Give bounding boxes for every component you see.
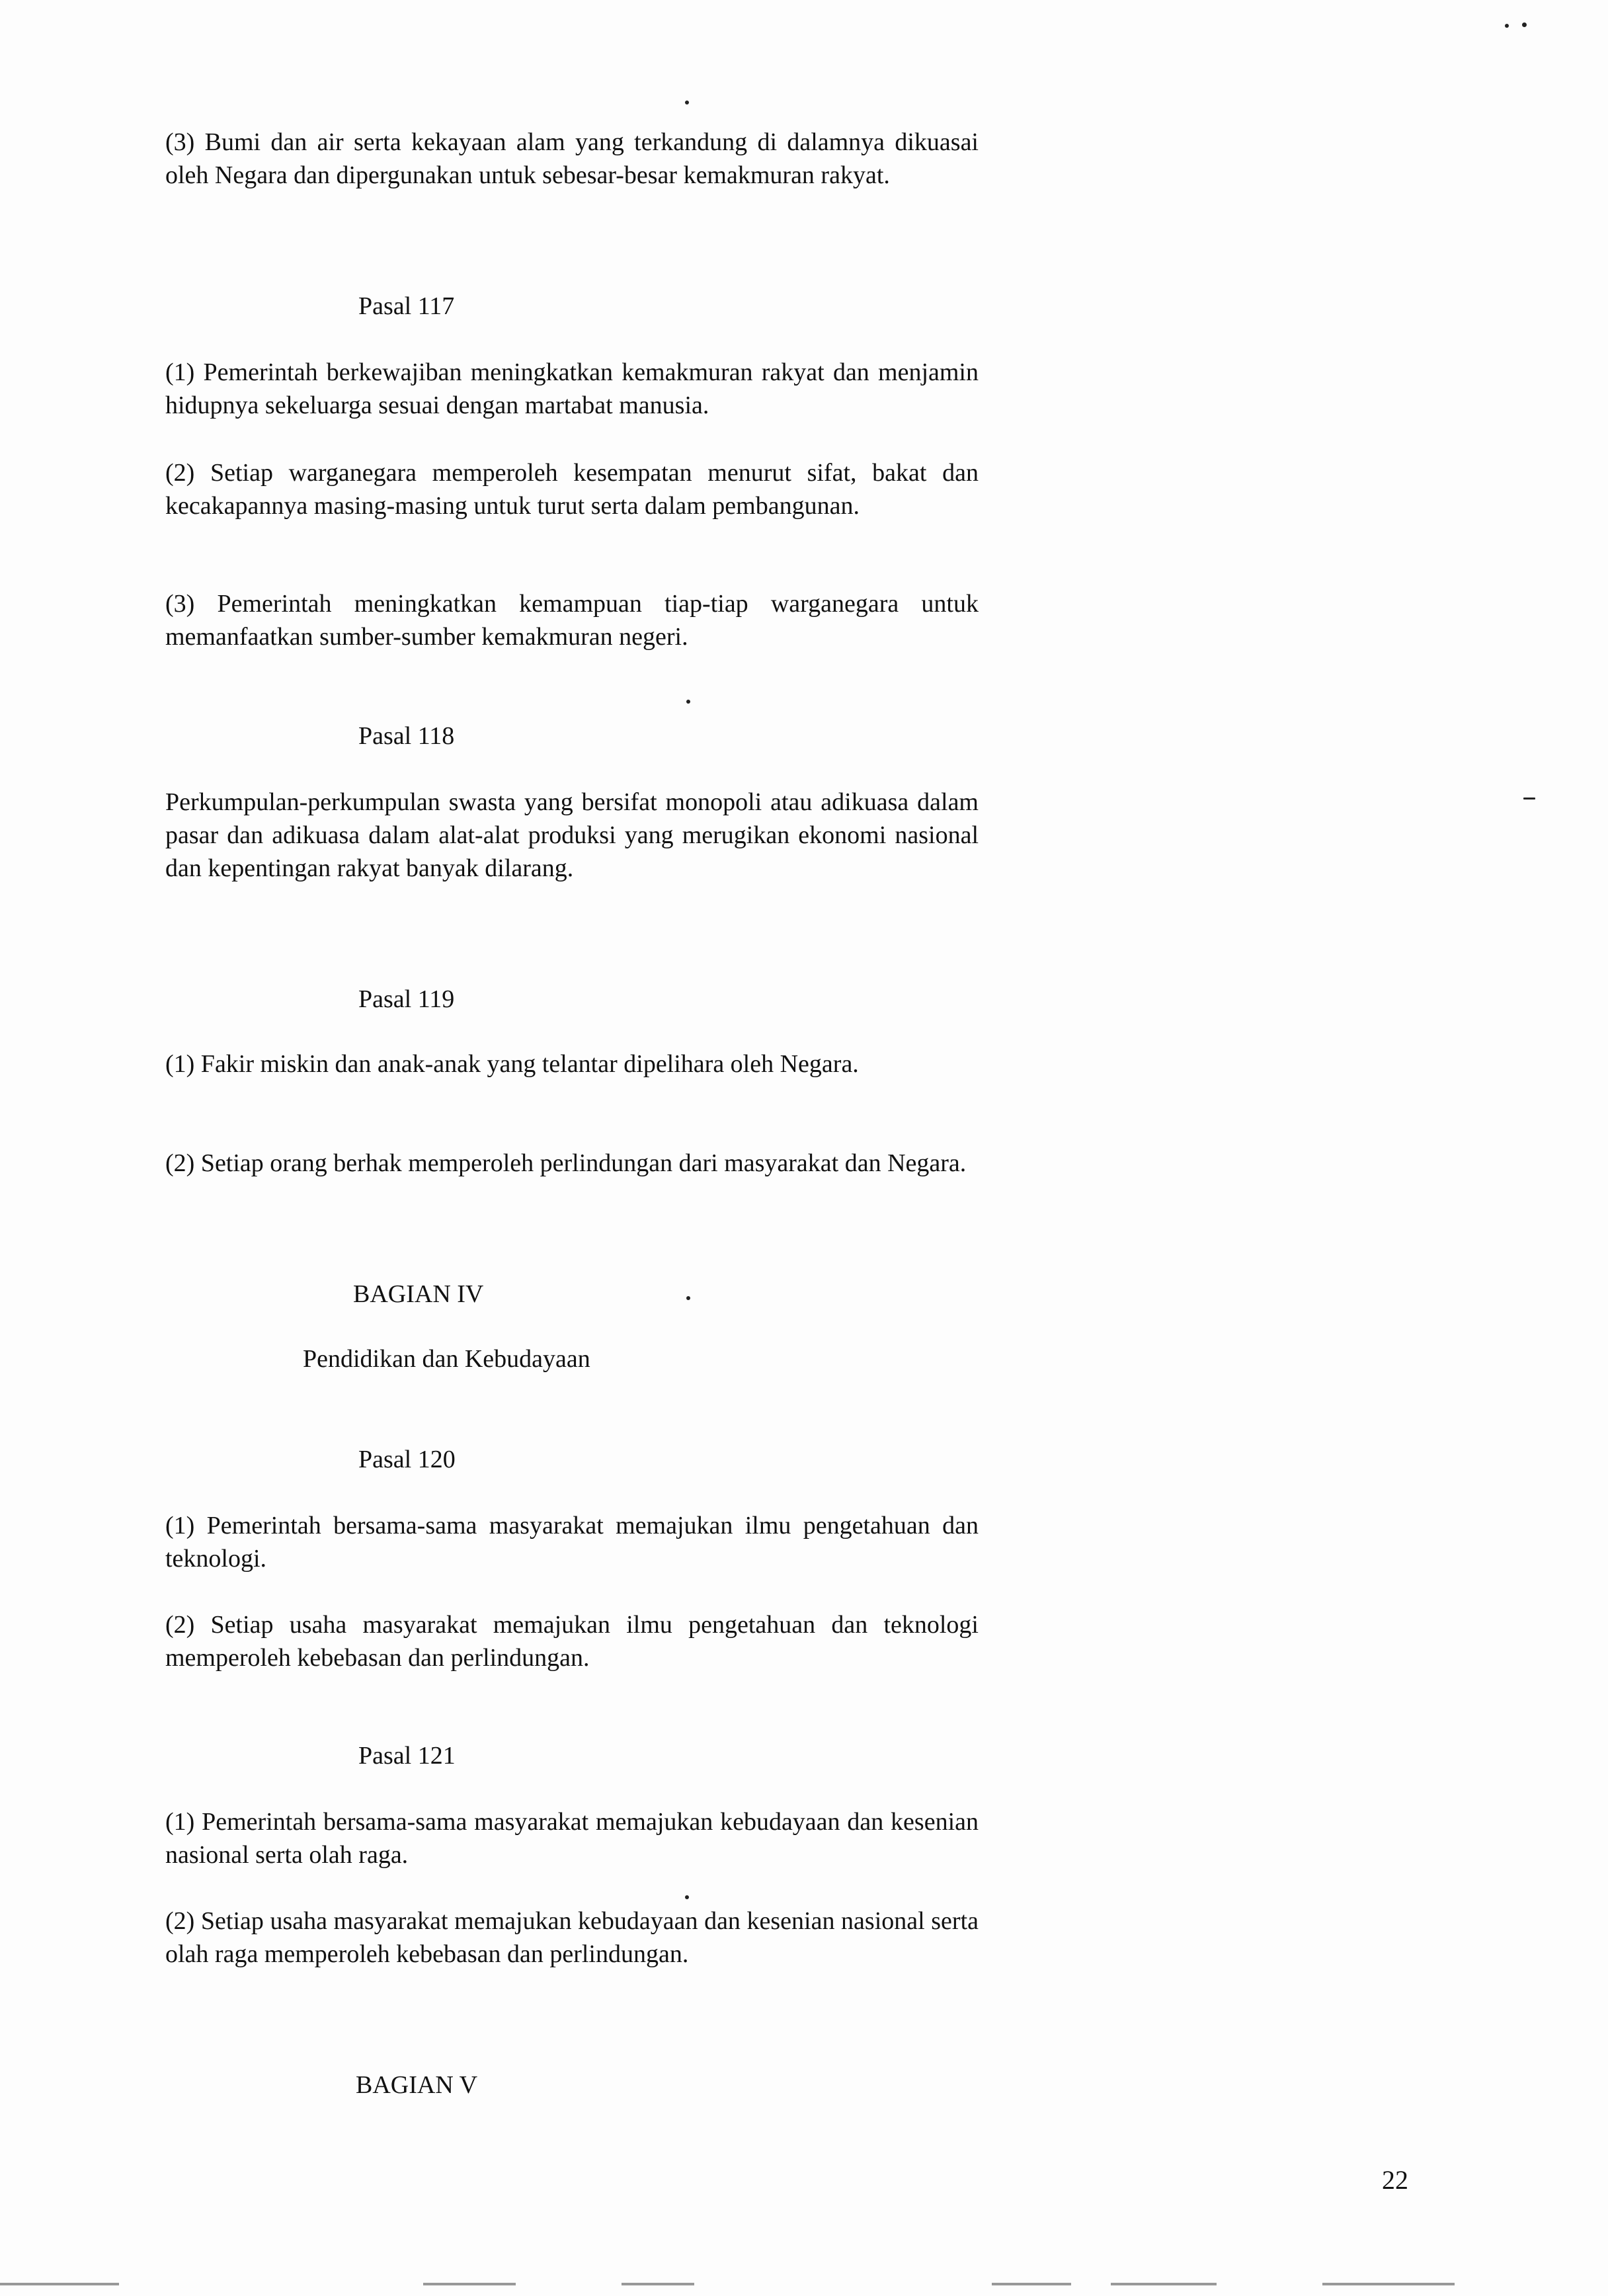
page-number: 22: [1382, 2165, 1408, 2195]
section-heading: Pasal 121: [358, 1742, 456, 1770]
scan-artifact: [1322, 2283, 1455, 2285]
section-heading: Pasal 118: [358, 722, 455, 750]
scan-speck: [685, 101, 689, 104]
paragraph: Perkumpulan-perkumpulan swasta yang bersifat monopoli atau adikuasa dalam pasar dan adikuasa dalam alat-alat produksi yang merugikan ekonomi nasional dan kepentingan rakyat banyak dilarang.: [165, 788, 979, 882]
scan-speck: [1523, 798, 1535, 800]
scan-artifact: [1111, 2283, 1217, 2285]
paragraph: (2) Setiap warganegara memperoleh kesempatan menurut sifat, bakat dan kecakapannya masing-masing untuk turut serta dalam pembangunan.: [165, 459, 979, 520]
scan-speck: [685, 1895, 689, 1899]
paragraph: (3) Pemerintah meningkatkan kemampuan tiap-tiap warganegara untuk memanfaatkan sumber-sumber kemakmuran negeri.: [165, 590, 979, 651]
section-heading: Pasal 119: [358, 985, 455, 1013]
scan-speck: [1505, 24, 1509, 28]
scan-artifact: [622, 2283, 694, 2285]
scan-artifact: [423, 2283, 516, 2285]
part-heading: BAGIAN IV: [353, 1280, 484, 1308]
scan-artifact: [992, 2283, 1071, 2285]
scan-speck: [1522, 22, 1527, 27]
section-heading: Pasal 120: [358, 1446, 456, 1473]
paragraph: (2) Setiap orang berhak memperoleh perlindungan dari masyarakat dan Negara.: [165, 1149, 967, 1177]
part-subtitle: Pendidikan dan Kebudayaan: [303, 1345, 590, 1373]
part-heading: BAGIAN V: [356, 2071, 478, 2099]
paragraph: (1) Fakir miskin dan anak-anak yang telantar dipelihara oleh Negara.: [165, 1050, 859, 1078]
paragraph: (1) Pemerintah berkewajiban meningkatkan kemakmuran rakyat dan menjamin hidupnya sekeluarga sesuai dengan martabat manusia.: [165, 358, 979, 419]
paragraph: (1) Pemerintah bersama-sama masyarakat memajukan ilmu pengetahuan dan teknologi.: [165, 1512, 979, 1573]
scan-speck: [686, 1296, 690, 1300]
paragraph: (1) Pemerintah bersama-sama masyarakat memajukan kebudayaan dan kesenian nasional serta olah raga.: [165, 1808, 979, 1869]
paragraph: (2) Setiap usaha masyarakat memajukan ilmu pengetahuan dan teknologi memperoleh kebebasan dan perlindungan.: [165, 1611, 979, 1672]
paragraph: (2) Setiap usaha masyarakat memajukan kebudayaan dan kesenian nasional serta olah raga memperoleh kebebasan dan perlindungan.: [165, 1907, 979, 1968]
section-heading: Pasal 117: [358, 292, 455, 320]
paragraph: (3) Bumi dan air serta kekayaan alam yang terkandung di dalamnya dikuasai oleh Negara dan dipergunakan untuk sebesar-besar kemakmuran rakyat.: [165, 128, 979, 189]
scan-artifact: [0, 2283, 119, 2285]
scan-speck: [686, 700, 690, 704]
